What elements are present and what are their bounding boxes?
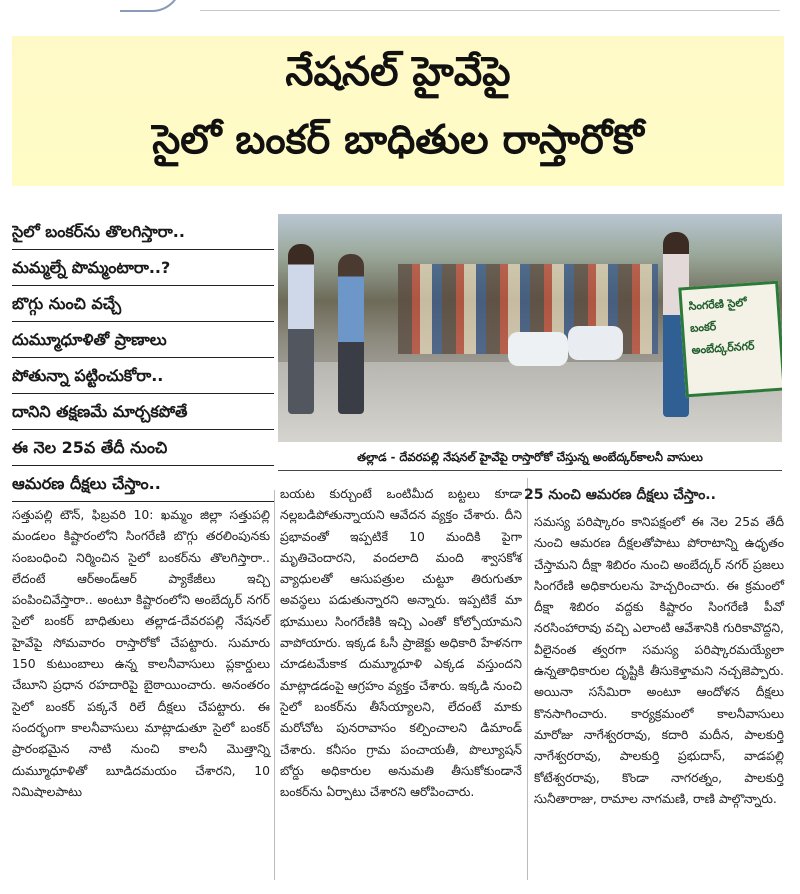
quote-line: ఈ నెల 25వ తేదీ నుంచి — [12, 430, 274, 466]
article-column-2 — [280, 483, 522, 802]
photo-seated-person — [568, 326, 623, 360]
quote-line: మమ్మల్నే పొమ్మంటారా..? — [12, 250, 274, 286]
quote-line: ఆమరణ దీక్షలు చేస్తాం.. — [12, 466, 274, 502]
article-column-3 — [524, 483, 784, 809]
photo-person — [288, 244, 314, 414]
quote-line: దుమ్మూధూళితో ప్రాణాలు — [12, 322, 274, 358]
quote-line: దానిని తక్షణమే మార్చకపోతే — [12, 394, 274, 430]
quote-line: బొగ్గు నుంచి వచ్చే — [12, 286, 274, 322]
protest-photo — [278, 214, 782, 442]
quote-line: పోతున్నా పట్టించుకోరా.. — [12, 358, 274, 394]
article-column-1 — [12, 504, 270, 802]
column-divider — [527, 478, 528, 880]
article-text: సత్తుపల్లి టౌన్, ఫిబ్రవరి 10: ఖమ్మం జిల్లా సత్తుపల్లి మండలం కిష్టారంలోని సింగరేణి బొగ్గు తరలింపునకు సంబంధించి నిర్మించిన సైలో బంకర్‌ను తొలగిస్తారా.. లేదంటే ఆర్‌అండ్‌ఆర్ ప్యాకేజీలు ఇచ్చి పంపించివేస్తారా.. అంటూ కిష్టారంలోని అంబేద్కర్ నగర్ సైలో బంకర్ బాధితులు తల్లాడ-దేవరపల్లి నేషనల్ హైవేపై సోమవారం రాస్తారోకో చేపట్టారు. సుమారు 150 కుటుంబాలు ఉన్న కాలనీవాసులు ప్లకార్డులు చేబూని ప్రధాన రహదారిపై బైఠాయించారు. అనంతరం సైలో బంకర్ పక్కనే రిలే దీక్షలు చేపట్టారు. ఈ సందర్భంగా కాలనీవాసులు మాట్లాడుతూ సైలో బంకర్ ప్రారంభమైన నాటి నుంచి కాలనీ మొత్తాన్ని దుమ్మూధూళితో బూడిదమయం చేశారని, 10 నిమిషాలపాటు — [12, 507, 270, 799]
quote-line: సైలో బంకర్‌ను తొలగిస్తారా.. — [12, 214, 274, 250]
photo-caption: తల్లాడ - దేవరపల్లి నేషనల్ హైవేపై రాస్తారోకో చేస్తున్న అంబేద్కర్‌కాలనీ వాసులు — [278, 444, 782, 471]
headline-line-1: నేషనల్ హైవేపై — [285, 49, 511, 95]
highlight-quotes — [12, 214, 274, 502]
subheading: 25 నుంచి ఆమరణ దీక్షలు చేస్తాం.. — [524, 487, 716, 503]
photo-person — [338, 254, 364, 414]
top-rule — [200, 10, 780, 11]
photo-banner: సింగరేణి సైలో బంకర్ అంబేద్కర్‌నగర్ — [678, 281, 782, 398]
headline-box — [12, 36, 784, 186]
page-top-bar — [0, 0, 800, 14]
photo-seated-person — [508, 332, 568, 366]
column-divider — [274, 490, 275, 880]
article-text: బయట కుర్చుంటే ఒంటిమీద బట్టలు కూడా నల్లబడిపోతున్నాయని ఆవేదన వ్యక్తం చేశారు. దీని ప్రభావంతో ఇప్పటికే 10 మందికి పైగా మృతిచెందారని, వందలాది మంది శ్వాసకోశ వ్యాధులతో ఆసుపత్రుల చుట్టూ తిరుగుతూ అవస్థలు పడుతున్నారని అన్నారు. ఇప్పటికే మా భూములు సింగరేణికి ఇచ్చి ఎంతో కోల్పోయామని వాపోయారు. ఇక్కడ ఓసీ ప్రాజెక్టు అధికారి హేళనగా చూడటమేకాక దుమ్మూధూళి ఎక్కడ వస్తుందని మాట్లాడడంపై ఆగ్రహం వ్యక్తం చేశారు. ఇక్కడి నుంచి సైలో బంకర్‌ను తీసేయ్యాలని, లేదంటే మాకు మరోచోట పునరావాసం కల్పించాలని డిమాండ్ చేశారు. కనీసం గ్రామ పంచాయతీ, పొల్యూషన్ బోర్డు అధికారుల అనుమతి తీసుకోకుండానే బంకర్‌ను ఏర్పాటు చేశారని ఆరోపించారు. — [280, 486, 522, 800]
article-text: సమస్య పరిష్కారం కానిపక్షంలో ఈ నెల 25వ తేదీ నుంచి ఆమరణ దీక్షలతోపాటు పోరాటాన్ని ఉధృతం చేస్తామని దీక్షా శిబిరం నుంచి అంబేద్కర్ నగర్ ప్రజలు సింగరేణి అధికారులను హెచ్చరించారు. ఈ క్రమంలో దీక్షా శిబిరం వద్దకు కిష్టారం సింగరేణి పీవో నరసింహారావు వచ్చి ఎలాంటి ఆవేశానికి గురికావొద్దని, వీలైనంత త్వరగా సమస్య పరిష్కారమయ్యేలా ఉన్నతాధికారుల దృష్టికి తీసుకెళ్తామని నచ్చజెప్పారు. అయినా ససేమిరా అంటూ ఆందోళన దీక్షలు కొనసాగించారు. కార్యక్రమంలో కాలనీవాసులు మారోజు నాగేశ్వరరావు, కదారి మదీన, పాలకుర్తి నాగేశ్వరరావు, పాలకుర్తి ప్రభుదాస్, వాడపల్లి కోటేశ్వరరావు, కొండా నాగరత్నం, పాలకుర్తి సునీతారాజు, రామాల నాగమణి, రాణి పాల్గొన్నారు. — [534, 514, 784, 806]
corner-tab — [120, 0, 182, 12]
headline-line-2: సైలో బంకర్ బాధితుల రాస్తారోకో — [152, 117, 644, 163]
